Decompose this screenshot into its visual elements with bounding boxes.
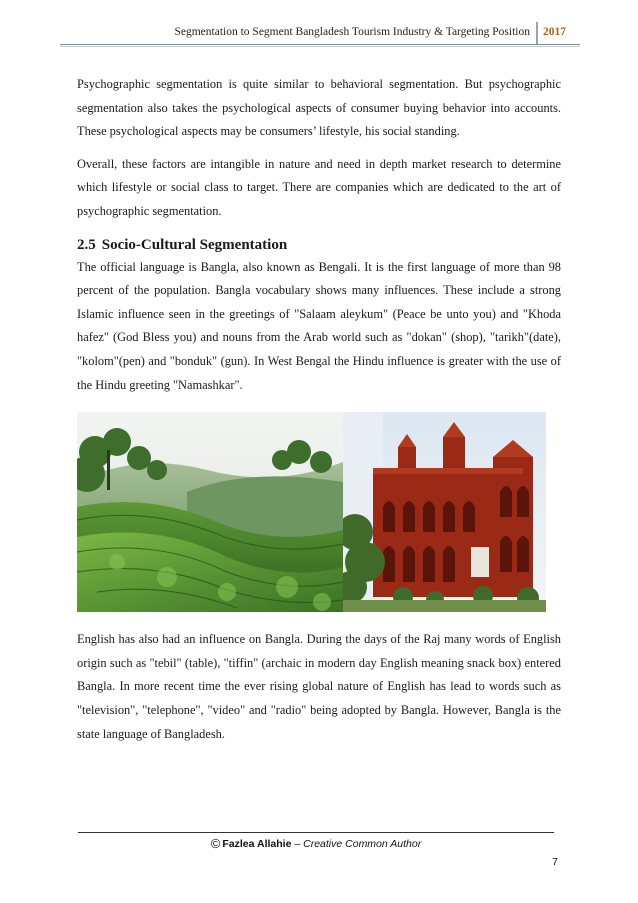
footer-role: Creative Common Author	[303, 838, 422, 850]
page-content	[77, 73, 561, 755]
header-rule	[60, 44, 580, 45]
section-title: Socio-Cultural Segmentation	[101, 236, 288, 253]
copyright-icon: ©	[210, 836, 221, 851]
section-heading	[77, 235, 561, 255]
paragraph-overall: Overall, these factors are intangible in nature and need in depth market research to determine which lifestyle or social class to target. There are companies which are dedicated to the art of psychographic segmentation.	[77, 156, 561, 218]
figure-collage	[77, 412, 546, 612]
page-header	[60, 20, 580, 46]
footer-credit	[78, 836, 554, 851]
footer-rule	[78, 832, 554, 833]
tea-garden-image	[77, 412, 343, 612]
paragraph-official-language: The official language is Bangla, also known as Bengali. It is the first language of more than 98 percent of the population. Bangla vocabulary shows many influences. These include a strong Islamic influence seen in the greetings of "Salaam aleykum" (Peace be unto you) and "Khoda hafez" (God Bless you) and nouns from the Arab world such as "dokan" (shop), "tarikh"(date), "kolom"(pen) and "bonduk" (gun). In West Bengal the Hindu influence is greater with the use of the Hindu greeting "Namashkar".	[77, 259, 561, 392]
red-building-image	[343, 412, 546, 612]
paragraph-english-influence: English has also had an influence on Bangla. During the days of the Raj many words of English origin such as "tebil" (table), "tiffin" (archaic in modern day English meaning snack box) entered Bangla. In more recent time the ever rising global nature of English has lead to words such as "television", "telephone", "video" and "radio" being adopted by Bangla. However, Bangla is the state language of Bangladesh.	[77, 632, 561, 741]
header-year: 2017	[543, 26, 566, 38]
page-number: 7	[552, 856, 558, 868]
header-separator	[536, 22, 538, 44]
section-number: 2.5	[77, 236, 96, 253]
header-rule-secondary	[60, 46, 580, 47]
footer-author: Fazlea Allahie	[222, 838, 292, 850]
header-title: Segmentation to Segment Bangladesh Tourism Industry & Targeting Position	[174, 26, 530, 38]
footer-separator: –	[291, 838, 304, 850]
paragraph-psychographic: Psychographic segmentation is quite similar to behavioral segmentation. But psychographic segmentation also takes the psychological aspects of consumer buying behavior into accounts. These psychological aspects may be consumers’ lifestyle, his social standing.	[77, 77, 561, 139]
